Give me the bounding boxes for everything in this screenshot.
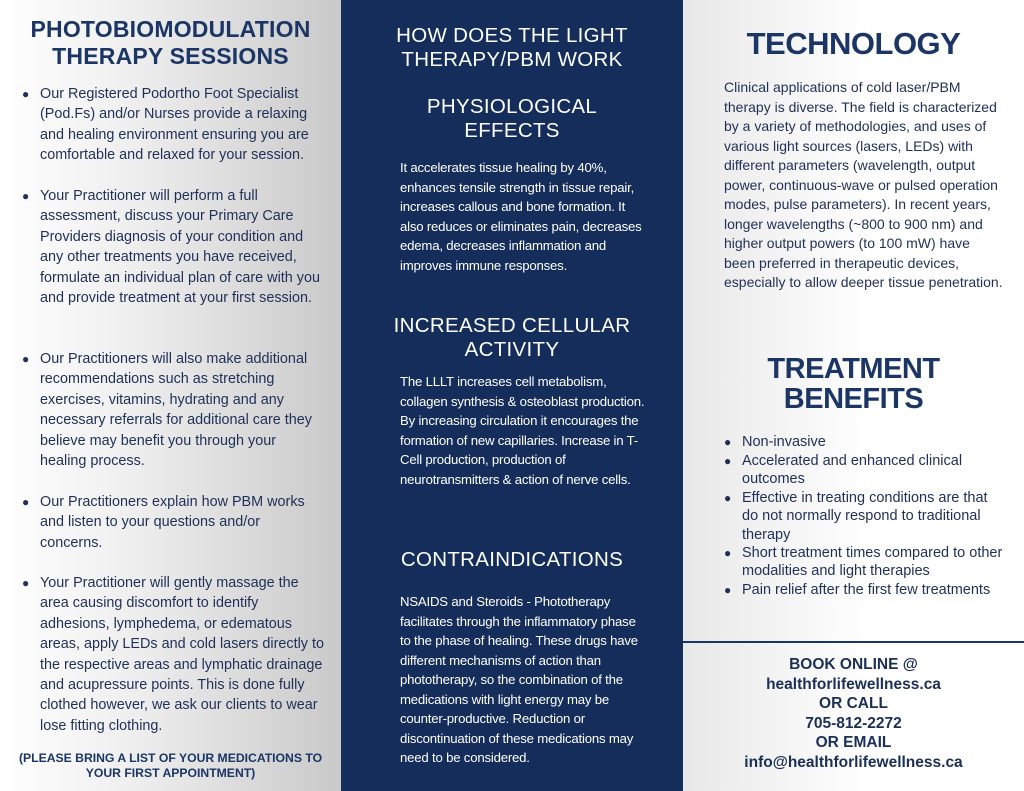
list-item-text: Our Practitioners will also make additional recommendations such as stretching exercises, vitamins, hydrating and any necessary referrals for additional care they believe may benefit you through your healing process.: [40, 351, 312, 470]
bullet-icon: ●: [724, 454, 732, 468]
list-item-text: Accelerated and enhanced clinical outcomes: [742, 453, 963, 488]
list-item: [22, 186, 324, 308]
sessions-title: [0, 16, 341, 70]
contraindications-heading: CONTRAINDICATIONS: [400, 548, 624, 571]
email-link[interactable]: info@healthforlifewellness.ca: [744, 754, 963, 771]
list-item: [724, 433, 1004, 451]
medication-note-line1: (PLEASE BRING A LIST OF YOUR MEDICATIONS TO: [18, 751, 323, 765]
bullet-icon: ●: [22, 87, 30, 101]
list-item-text: Non-invasive: [742, 434, 826, 450]
benefits-title-line1: TREATMENT: [767, 353, 940, 385]
list-item: [22, 573, 324, 736]
book-online-label: BOOK ONLINE @: [789, 656, 918, 673]
heading-line2: EFFECTS: [464, 119, 560, 142]
benefits-title: [683, 354, 1024, 414]
benefits-title-line2: BENEFITS: [783, 383, 924, 415]
phone-link[interactable]: 705-812-2272: [805, 715, 902, 732]
bullet-icon: ●: [22, 189, 30, 203]
bullet-icon: ●: [724, 491, 732, 505]
sessions-panel: [0, 0, 341, 791]
physiological-effects-heading: [341, 95, 683, 143]
website-link[interactable]: healthforlifewellness.ca: [766, 676, 941, 693]
physiological-effects-text: It accelerates tissue healing by 40%, enhances tensile strength in tissue repair, increases callous and bone formation. It also reduces or eliminates pain, decreases edema, decreases inflammation and improves immune responses.: [400, 160, 642, 273]
list-item: [22, 492, 324, 553]
list-item: [724, 544, 1004, 581]
sessions-title-line1: PHOTOBIOMODULATION: [30, 16, 311, 42]
bullet-icon: ●: [22, 576, 30, 590]
medication-note: [0, 751, 341, 780]
heading-line1: INCREASED CELLULAR: [393, 314, 631, 337]
or-call-label: OR CALL: [819, 695, 888, 712]
technology-panel: [683, 0, 1024, 791]
cellular-activity-heading: [341, 314, 683, 362]
or-email-label: OR EMAIL: [815, 734, 892, 751]
divider: [683, 641, 1024, 643]
list-item: [724, 581, 1004, 599]
bullet-icon: ●: [724, 435, 732, 449]
list-item-text: Our Registered Podortho Foot Specialist (Pod.Fs) and/or Nurses provide a relaxing and healing environment ensuring you are comfortable and relaxed for your session.: [40, 86, 309, 164]
how-it-works-title: [341, 24, 683, 72]
list-item: [724, 452, 1004, 489]
heading-line1: PHYSIOLOGICAL: [426, 95, 598, 118]
heading-line2: ACTIVITY: [464, 338, 560, 361]
technology-text: Clinical applications of cold laser/PBM therapy is diverse. The field is characterized by a variety of methodologies, and uses of various light sources (lasers, LEDs) with different parameters (wavelength, output power, continuous-wave or pulsed operation modes, pulse parameters). In recent years, longer wavelengths (~800 to 900 nm) and higher output powers (to 100 mW) have been preferred in therapeutic devices, especially to allow deeper tissue penetration.: [724, 79, 1003, 290]
list-item: [22, 84, 324, 166]
list-item-text: Our Practitioners explain how PBM works and listen to your questions and/or concerns.: [40, 494, 305, 551]
bullet-icon: ●: [724, 583, 732, 597]
list-item: [22, 349, 324, 471]
technology-title: TECHNOLOGY: [746, 26, 961, 61]
how-it-works-panel: [341, 0, 683, 791]
list-item-text: Pain relief after the first few treatments: [742, 582, 991, 598]
bullet-icon: ●: [22, 352, 30, 366]
sessions-title-line2: THERAPY SESSIONS: [52, 43, 289, 69]
list-item-text: Your Practitioner will gently massage the area causing discomfort to identify adhesions, lymphedema, or edematous areas, apply LEDs and cold lasers directly to the respective areas and lymphatic drainage and acupressure points. This is done fully clothed however, we ask our clients to wear lose fitting clothing.: [40, 575, 324, 734]
list-item-text: Short treatment times compared to other modalities and light therapies: [742, 545, 1003, 580]
bullet-icon: ●: [22, 495, 30, 509]
medication-note-line2: YOUR FIRST APPOINTMENT): [85, 765, 256, 780]
list-item-text: Effective in treating conditions are that do not normally respond to traditional therapy: [742, 490, 988, 543]
how-it-works-title-line1: HOW DOES THE LIGHT: [396, 24, 628, 47]
contraindications-text: NSAIDS and Steroids - Phototherapy facilitates through the inflammatory phase to the phase of healing. These drugs have different mechanisms of action than phototherapy, so the combination of the medications with light energy may be counter-productive. Reduction or discontinuation of these medications may need to be considered.: [400, 594, 638, 765]
bullet-icon: ●: [724, 546, 732, 560]
cellular-activity-text: The LLLT increases cell metabolism, collagen synthesis & osteoblast production. By increasing circulation it encourages the formation of new capillaries. Increase in T-Cell production, production of neurotransmitters & action of nerve cells.: [400, 374, 645, 487]
list-item-text: Your Practitioner will perform a full assessment, discuss your Primary Care Providers diagnosis of your condition and any other treatments you have received, formulate an individual plan of care with you and provide treatment at your first session.: [40, 188, 320, 307]
list-item: [724, 489, 1004, 544]
how-it-works-title-line2: THERAPY/PBM WORK: [401, 48, 623, 71]
